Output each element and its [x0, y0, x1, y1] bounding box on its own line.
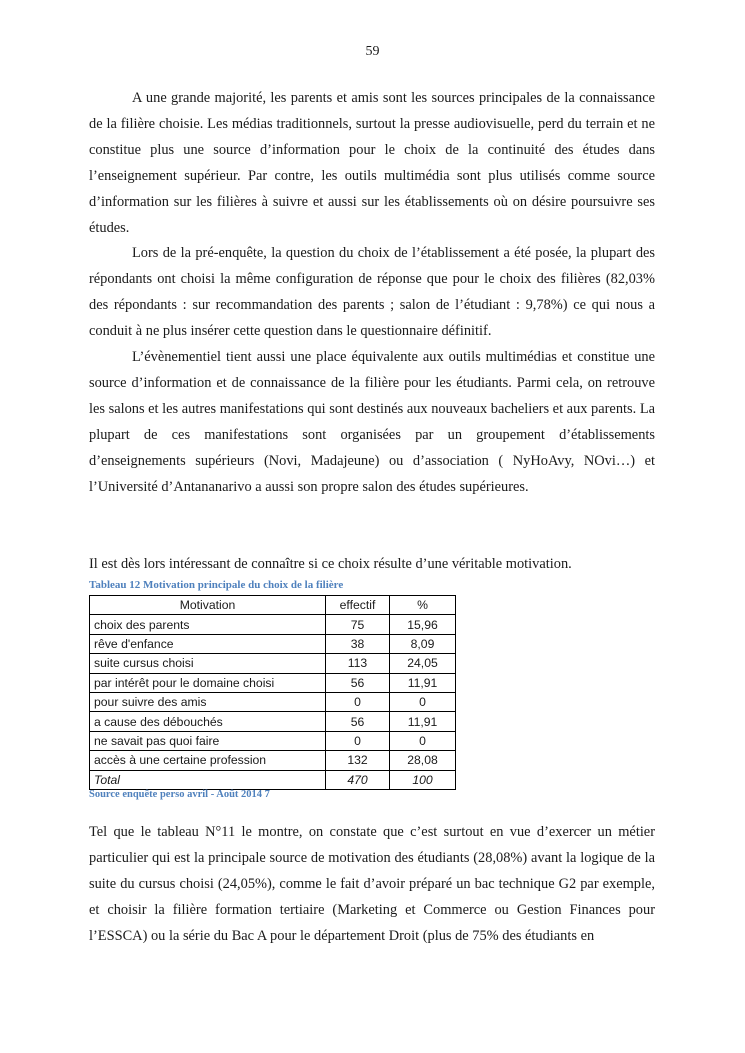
cell-effectif: 56 [326, 712, 390, 731]
cell-motivation: accès à une certaine profession [90, 751, 326, 770]
header-effectif: effectif [326, 596, 390, 615]
table-row [90, 712, 456, 731]
cell-motivation: par intérêt pour le domaine choisi [90, 673, 326, 692]
table-row [90, 731, 456, 750]
cell-effectif: 0 [326, 692, 390, 711]
cell-percent: 28,08 [390, 751, 456, 770]
paragraph-motivation-intro: Il est dès lors intéressant de connaître si ce choix résulte d’une véritable motivation. [89, 556, 572, 572]
table-row [90, 751, 456, 770]
cell-total-label: Total [90, 770, 326, 789]
cell-effectif: 56 [326, 673, 390, 692]
cell-motivation: a cause des débouchés [90, 712, 326, 731]
paragraph-pre-survey: Lors de la pré-enquête, la question du choix de l’établissement a été posée, la plupart des répondants ont choisi la même configuration de réponse que pour le choix des filières (82,03% des répondants : sur recommandation des parents ; salon de l’étudiant : 9,78%) ce qui nous a conduit à ne plus insérer cette question dans le questionnaire définitif. [89, 245, 655, 339]
paragraph-events: L’évènementiel tient aussi une place équivalente aux outils multimédias et constitue une source d’information et de connaissance de la filière pour les étudiants. Parmi cela, on retrouve les salons et les autres manifestations qui sont destinés aux nouveaux bacheliers et aux parents. La plupart de ces manifestations sont organisées par un groupement d’établissements d’enseignements supérieurs (Novi, Madajeune) ou d’association ( NyHoAvy, NOvi…) et l’Université d’Antananarivo a aussi son propre salon des études supérieures. [89, 349, 655, 495]
table-source: Source enquête perso avril - Août 2014 7 [89, 789, 270, 800]
page-number: 59 [365, 44, 380, 59]
cell-effectif: 132 [326, 751, 390, 770]
table-row [90, 692, 456, 711]
cell-effectif: 113 [326, 654, 390, 673]
cell-effectif: 38 [326, 634, 390, 653]
table-row [90, 634, 456, 653]
cell-percent: 0 [390, 692, 456, 711]
cell-motivation: rêve d'enfance [90, 634, 326, 653]
cell-percent: 11,91 [390, 673, 456, 692]
cell-total-effectif: 470 [326, 770, 390, 789]
cell-percent: 24,05 [390, 654, 456, 673]
cell-effectif: 75 [326, 615, 390, 634]
table-row [90, 615, 456, 634]
cell-motivation: choix des parents [90, 615, 326, 634]
paragraph-table-analysis: Tel que le tableau N°11 le montre, on constate que c’est surtout en vue d’exercer un métier particulier qui est la principale source de motivation des étudiants (28,08%) avant la logique de la suite du cursus choisi (24,05%), comme le fait d’avoir préparé un bac technique G2 par exemple, et choisir la filière formation tertiaire (Marketing et Commerce ou Gestion Finances pour l’ESSCA) ou la série du Bac A pour le département Droit (plus de 75% des étudiants en [89, 824, 655, 944]
cell-motivation: suite cursus choisi [90, 654, 326, 673]
table-header-row [90, 596, 456, 615]
cell-motivation: pour suivre des amis [90, 692, 326, 711]
table-row [90, 654, 456, 673]
cell-percent: 8,09 [390, 634, 456, 653]
table-caption: Tableau 12 Motivation principale du choix de la filière [89, 579, 344, 591]
header-motivation: Motivation [90, 596, 326, 615]
paragraph-information-sources: A une grande majorité, les parents et amis sont les sources principales de la connaissance de la filière choisie. Les médias traditionnels, surtout la presse audiovisuelle, perd du terrain et ne constitue plus une source d’information pour le choix de la continuité des études dans l’enseignement supérieur. Par contre, les outils multimédia sont plus utilisés comme source d’information sur les filières à suivre et aussi sur les établissements où on désire poursuivre ses études. [89, 90, 655, 236]
cell-percent: 11,91 [390, 712, 456, 731]
header-percent: % [390, 596, 456, 615]
cell-percent: 0 [390, 731, 456, 750]
motivation-table [89, 595, 456, 790]
cell-effectif: 0 [326, 731, 390, 750]
cell-total-percent: 100 [390, 770, 456, 789]
table-row [90, 673, 456, 692]
table-total-row [90, 770, 456, 789]
cell-motivation: ne savait pas quoi faire [90, 731, 326, 750]
cell-percent: 15,96 [390, 615, 456, 634]
